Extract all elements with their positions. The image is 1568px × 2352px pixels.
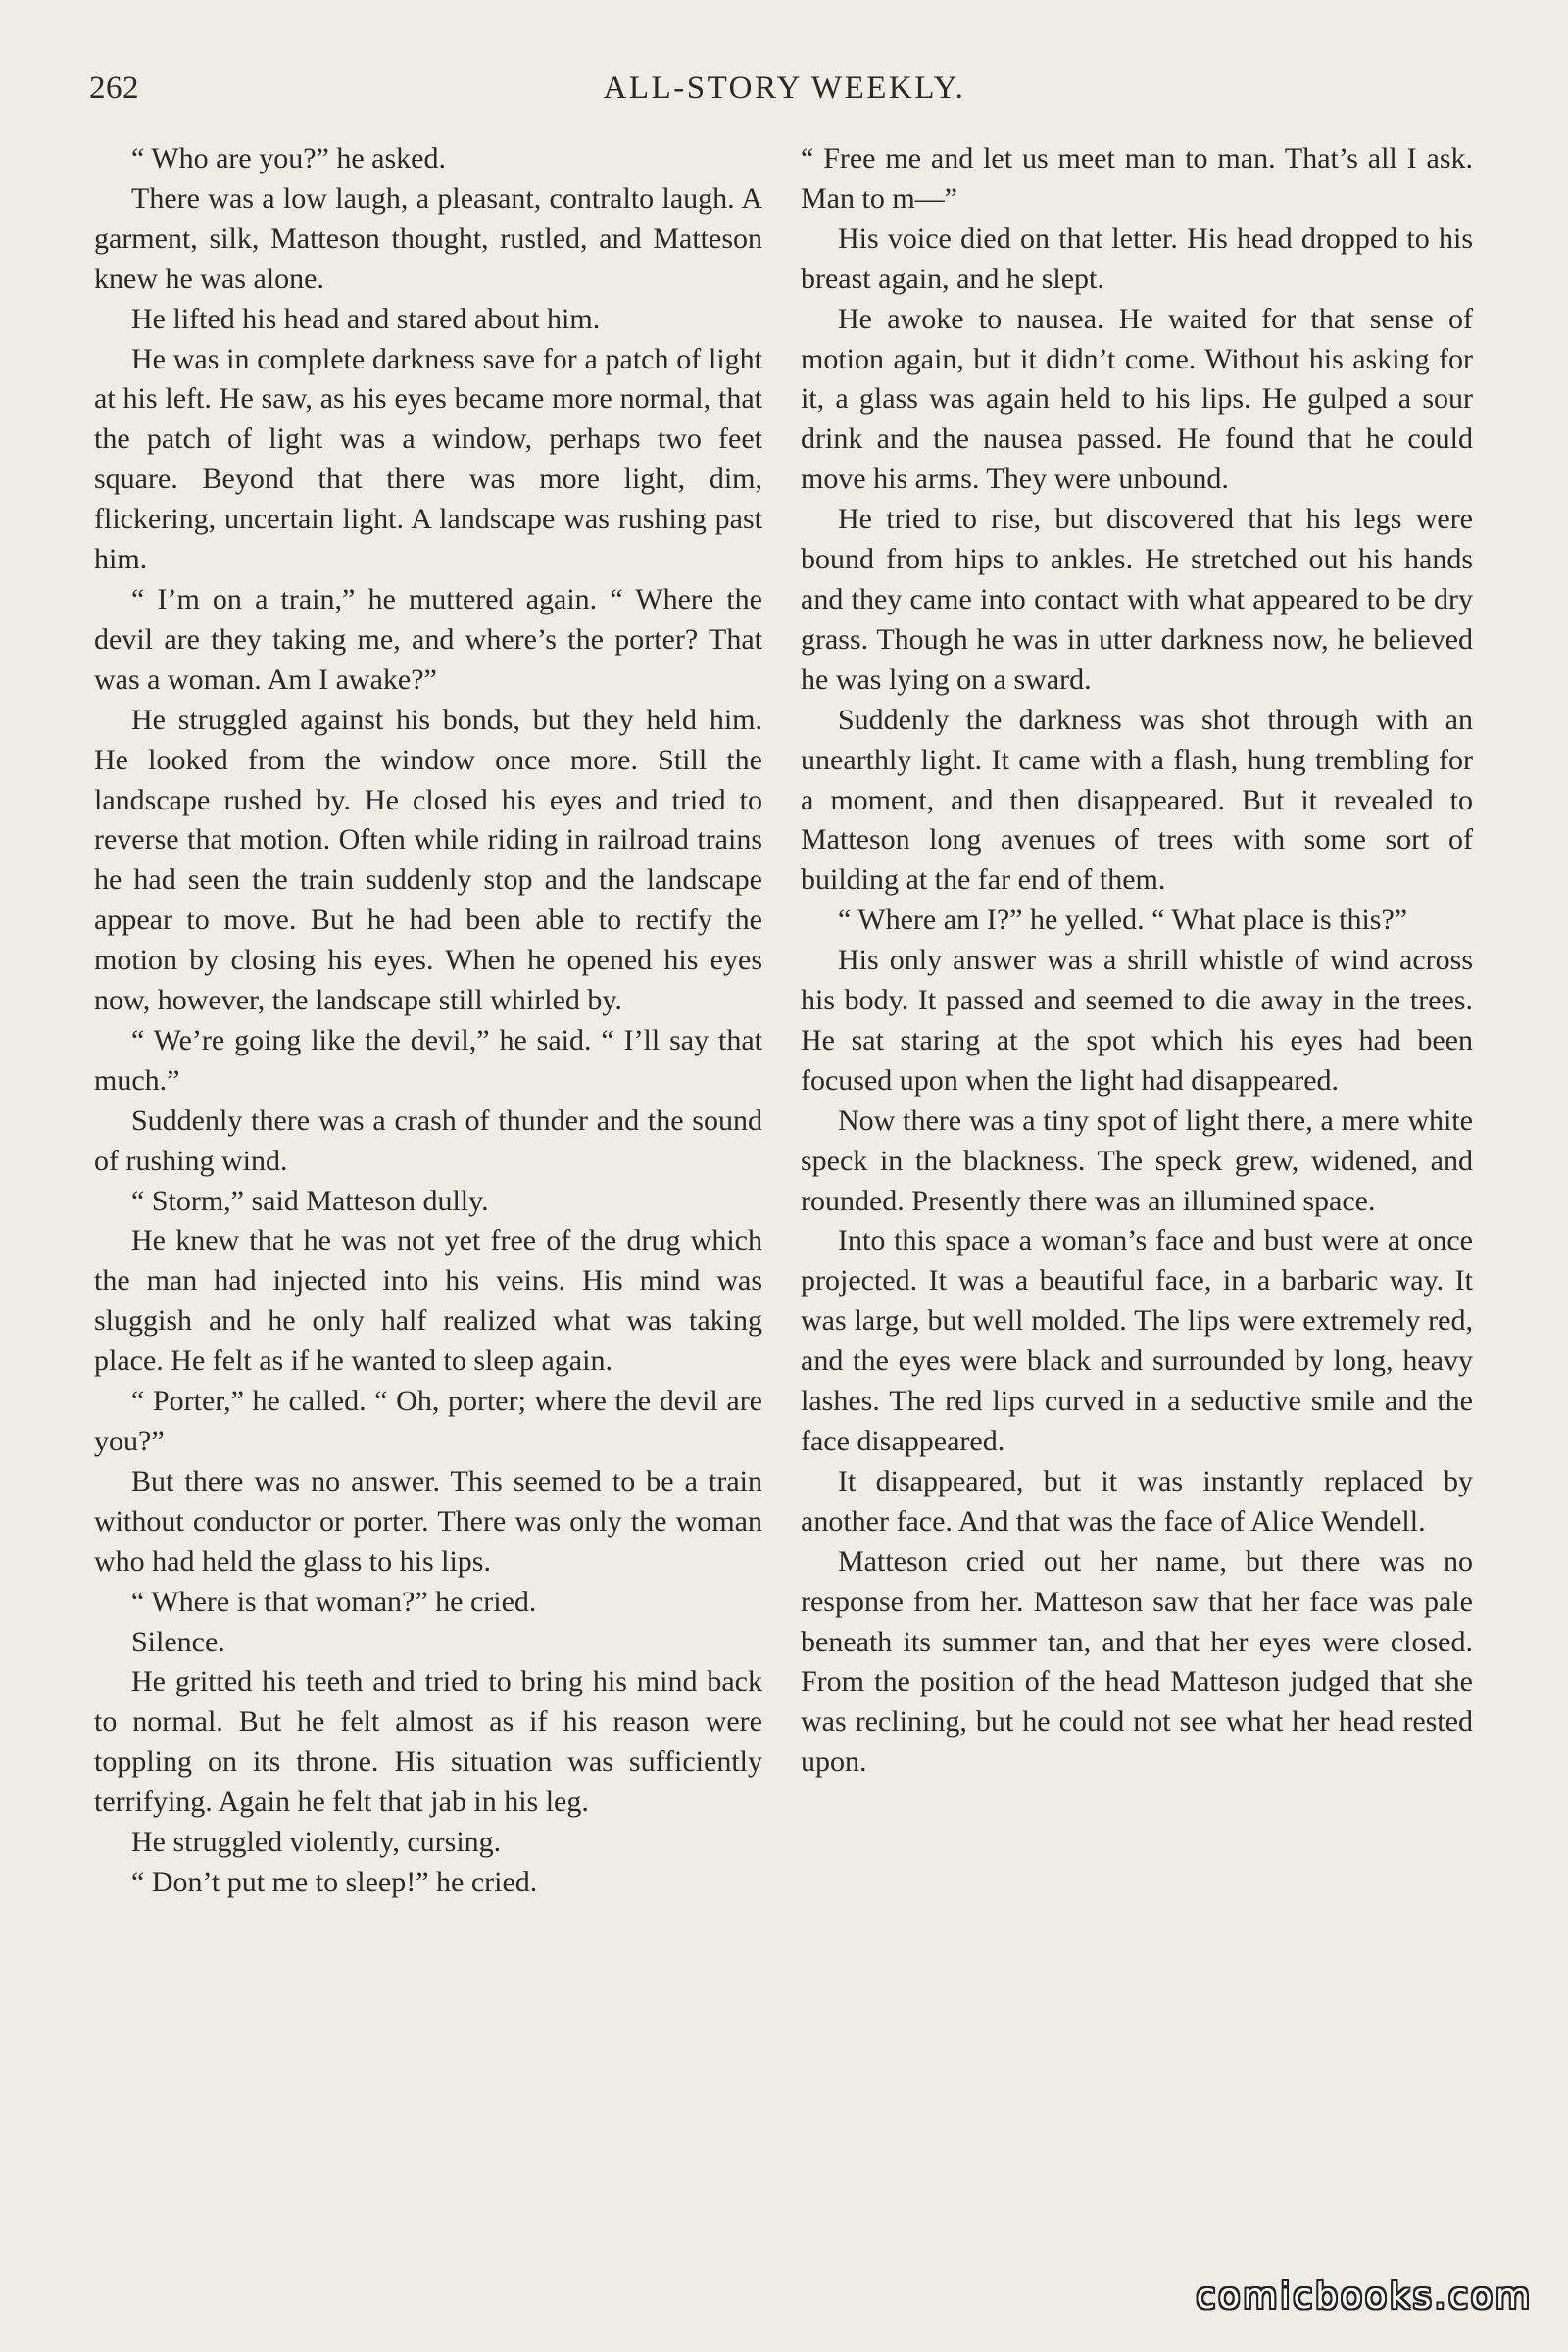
paragraph: “ Where is that woman?” he cried. [131, 1585, 537, 1618]
page-number: 262 [89, 71, 139, 106]
paragraph: He was in complete darkness save for a patch of light at his left. He saw, as his eyes became more normal, that the patch of light was a window, perhaps two feet square. Beyond that there was more light, dim, flickering, uncertain light. A landscape was rushing past him. [94, 342, 762, 576]
paragraph: “ Who are you?” he asked. [131, 142, 446, 174]
right-column [801, 139, 1473, 1783]
watermark: comicbooks.com [1196, 2277, 1533, 2317]
paragraph: “ Storm,” said Matteson dully. [131, 1184, 489, 1217]
paragraph: His voice died on that letter. His head dropped to his breast again, and he slept. [801, 221, 1473, 295]
paragraph: Suddenly the darkness was shot through with an unearthly light. It came with a flash, hung trembling for a moment, and then disappeared. But it revealed to Matteson long avenues of trees with some sort of building at the far end of them. [801, 703, 1473, 897]
running-head: ALL-STORY WEEKLY. [603, 71, 966, 106]
paragraph: He tried to rise, but discovered that his legs were bound from hips to ankles. He stretched out his hands and they came into contact with what appeared to be dry grass. Though he was in utter darkness now, he believed he was lying on a sward. [801, 503, 1473, 696]
paragraph: He struggled violently, cursing. [131, 1826, 502, 1859]
paragraph: But there was no answer. This seemed to be a train without conductor or porter. There was only the woman who had held the glass to his lips. [94, 1464, 762, 1578]
paragraph: “ I’m on a train,” he muttered again. “ Where the devil are they taking me, and where’s the porter? That was a woman. Am I awake?” [94, 582, 762, 696]
paragraph: “ Free me and let us meet man to man. That’s all I ask. Man to m—” [801, 142, 1473, 215]
paragraph: “ Don’t put me to sleep!” he cried. [131, 1865, 538, 1898]
paragraph: Now there was a tiny spot of light there, a mere white speck in the blackness. The speck grew, widened, and rounded. Presently there was an illumined space. [801, 1103, 1473, 1217]
paragraph: “ Where am I?” he yelled. “ What place is this?” [838, 904, 1408, 937]
paragraph: His only answer was a shrill whistle of wind across his body. It passed and seemed to die away in the trees. He sat staring at the spot which his eyes had been focused upon when the light had disappeared. [801, 944, 1473, 1097]
page-header [89, 65, 1480, 112]
paragraph: There was a low laugh, a pleasant, contralto laugh. A garment, silk, Matteson thought, rustled, and Matteson knew he was alone. [94, 181, 762, 295]
paragraph: He struggled against his bonds, but they held him. He looked from the window once more. Still the landscape rushed by. He closed his eyes and tried to reverse that motion. Often while riding in railroad trains he had seen the train suddenly stop and the landscape appear to move. But he had been able to rectify the motion by closing his eyes. When he opened his eyes now, however, the landscape still whirled by. [94, 703, 762, 1017]
paragraph: It disappeared, but it was instantly replaced by another face. And that was the face of Alice Wendell. [801, 1464, 1473, 1538]
paragraph: He knew that he was not yet free of the drug which the man had injected into his veins. His mind was sluggish and he only half realized what was taking place. He felt as if he wanted to sleep again. [94, 1224, 762, 1378]
paragraph: “ We’re going like the devil,” he said. “ I’ll say that much.” [94, 1023, 762, 1097]
paragraph: Silence. [131, 1625, 225, 1658]
paragraph: Suddenly there was a crash of thunder and the sound of rushing wind. [94, 1103, 762, 1177]
paragraph: Into this space a woman’s face and bust were at once projected. It was a beautiful face, in a barbaric way. It was large, but well molded. The lips were extremely red, and the eyes were black and surrounded by long, heavy lashes. The red lips curved in a seductive smile and the face disappeared. [801, 1224, 1473, 1457]
paragraph: Matteson cried out her name, but there was no response from her. Matteson saw that her face was pale beneath its summer tan, and that her eyes were closed. From the position of the head Matteson judged that she was reclining, but he could not see what her head rested upon. [801, 1544, 1473, 1779]
paragraph: He awoke to nausea. He waited for that sense of motion again, but it didn’t come. Without his asking for it, a glass was again held to his lips. He gulped a sour drink and the nausea passed. He found that he could move his arms. They were unbound. [801, 302, 1473, 496]
paragraph: “ Porter,” he called. “ Oh, porter; where the devil are you?” [94, 1385, 762, 1457]
paragraph: He gritted his teeth and tried to bring his mind back to normal. But he felt almost as if his reason were toppling on its throne. His situation was sufficiently terrifying. Again he felt that jab in his leg. [94, 1665, 762, 1819]
left-column [94, 139, 762, 1903]
paragraph: He lifted his head and stared about him. [131, 302, 601, 335]
